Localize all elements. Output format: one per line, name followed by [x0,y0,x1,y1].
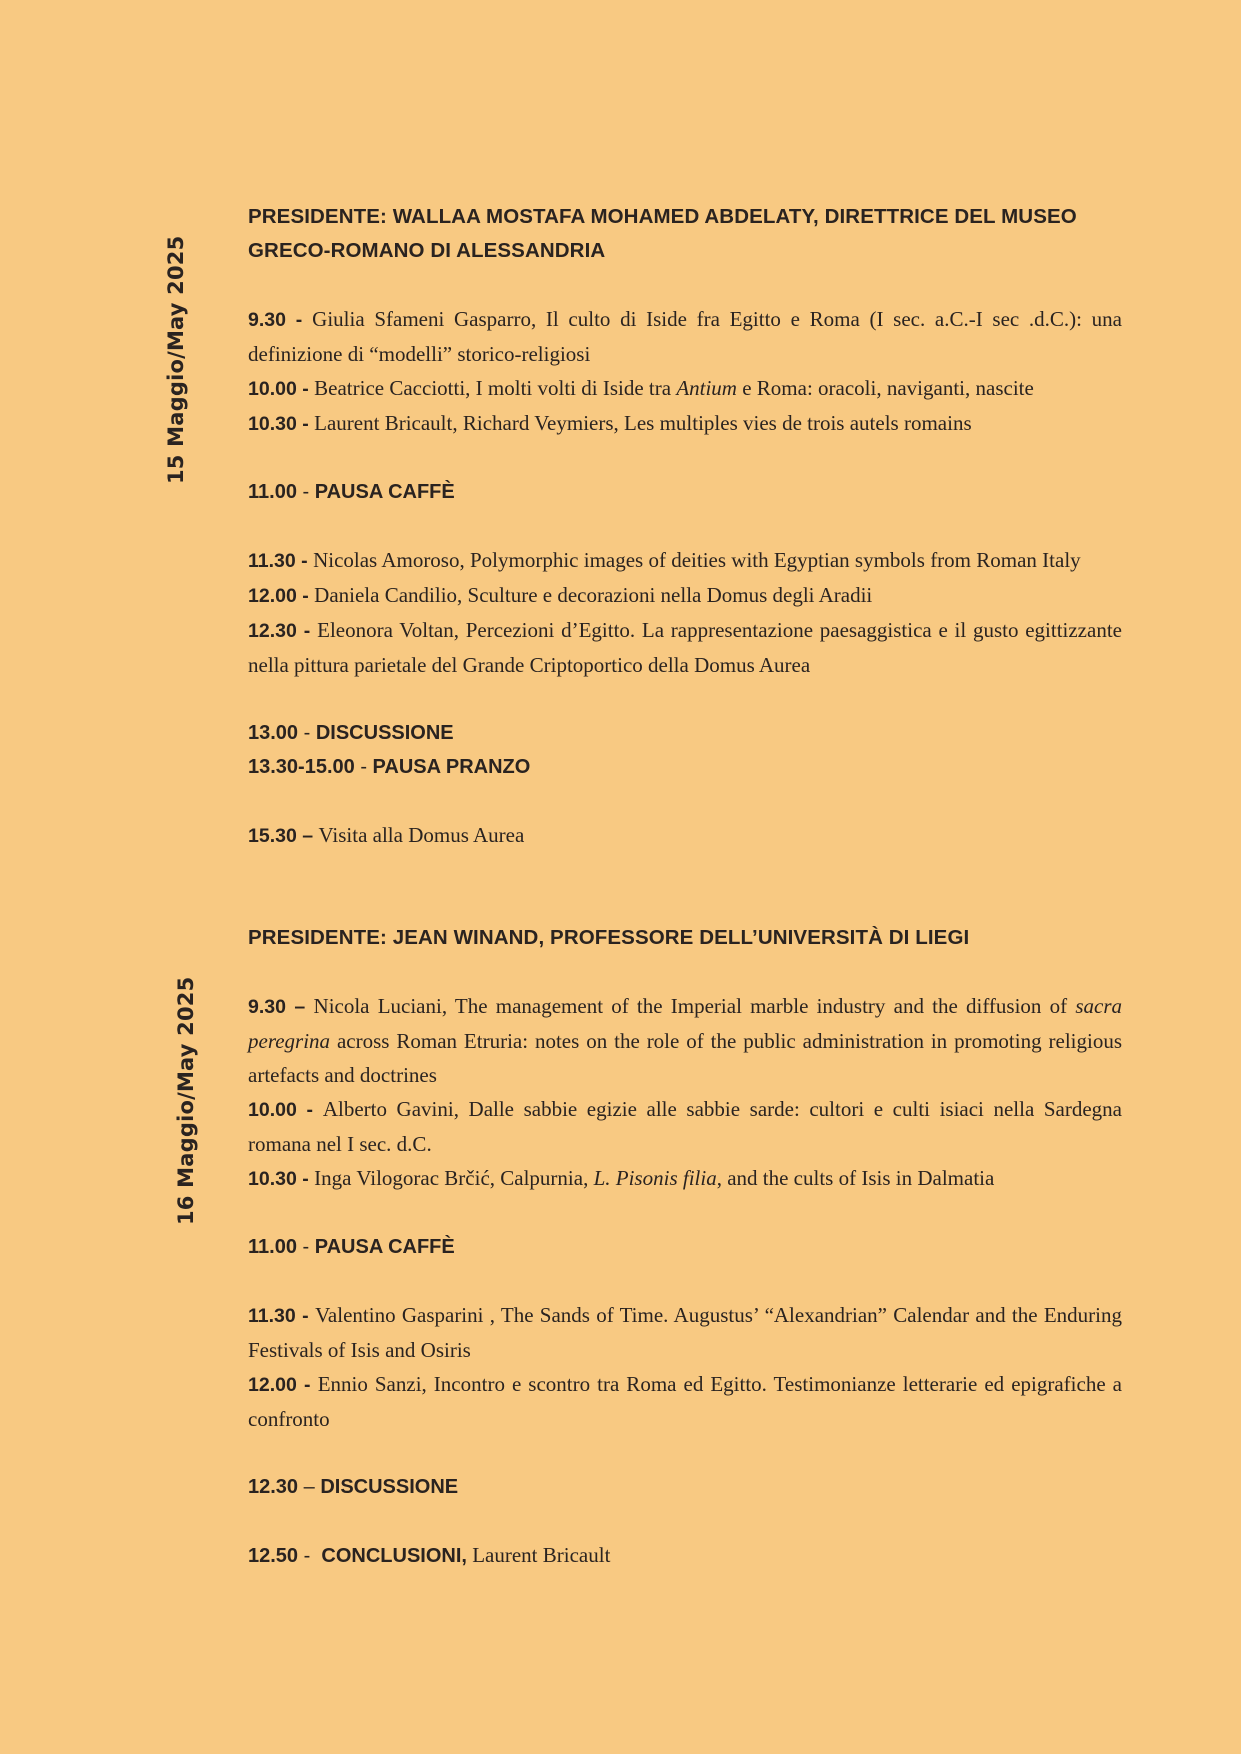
day2-date-label: 16 Maggio/May 2025 [174,976,198,1225]
talk-item: 11.30 - Valentino Gasparini , The Sands of Time. Augustus’ “Alexandrian” Calendar and the Enduring Festivals of Isis and Osiris [248,1303,1122,1362]
discussion: 12.30 – DISCUSSIONE [248,1476,459,1498]
talk-time: 10.00 [248,378,297,400]
talk-time: 10.30 [248,1168,297,1190]
coffee-break: 11.00 - PAUSA CAFFÈ [248,481,455,503]
talk-title: Valentino Gasparini , The Sands of Time. Augustus’ “Alexandrian” Calendar and the Enduring Festivals of Isis and Osiris [248,1303,1122,1362]
talk-item: 12.00 - Daniela Candilio, Sculture e decorazioni nella Domus degli Aradii [248,583,873,607]
talk-item: 10.00 - Beatrice Cacciotti, I molti volti di Iside tra Antium e Roma: oracoli, naviganti, nascite [248,376,1034,400]
talk-time: 12.30 [248,620,297,642]
talk-time: 11.30 [248,1305,296,1327]
day1-chair: PRESIDENTE: WALLAA MOSTAFA MOHAMED ABDELATY, DIRETTRICE DEL MUSEO GRECO-ROMANO DI ALESSANDRIA [248,205,1077,262]
lunch-break: 13.30-15.00 - PAUSA PRANZO [248,756,531,778]
talk-time: 9.30 [248,309,286,331]
conclusion: 12.50 - CONCLUSIONI, Laurent Bricault [248,1543,611,1567]
talk-item: 11.30 - Nicolas Amoroso, Polymorphic images of deities with Egyptian symbols from Roman Italy [248,548,1081,572]
talk-title: Ennio Sanzi, Incontro e scontro tra Roma ed Egitto. Testimonianze letterarie ed epigrafiche a confronto [248,1372,1122,1431]
visit-item: 15.30 – Visita alla Domus Aurea [248,823,525,847]
talk-time: 11.30 [248,550,296,572]
talk-time: 12.00 [248,1374,297,1396]
day2-chair: PRESIDENTE: JEAN WINAND, PROFESSORE DELL’UNIVERSITÀ DI LIEGI [248,926,970,949]
talk-time: 12.00 [248,585,297,607]
talk-item: 12.00 - Ennio Sanzi, Incontro e scontro tra Roma ed Egitto. Testimonianze letterarie ed epigrafiche a confronto [248,1372,1122,1431]
talk-title: Nicolas Amoroso, Polymorphic images of deities with Egyptian symbols from Roman Italy [313,548,1081,572]
talk-time: 9.30 [248,996,286,1018]
talk-item: 9.30 – Nicola Luciani, The management of the Imperial marble industry and the diffusion of sacra peregrina across Roman Etruria: notes on the role of the public administration in promoting religious artefacts and doctrines [248,994,1122,1087]
talk-item: 12.30 - Eleonora Voltan, Percezioni d’Egitto. La rappresentazione paesaggistica e il gusto egittizzante nella pittura parietale del Grande Criptoportico della Domus Aurea [248,618,1122,677]
talk-time: 10.30 [248,413,297,435]
talk-title: Daniela Candilio, Sculture e decorazioni nella Domus degli Aradii [314,583,873,607]
talk-title: Laurent Bricault, Richard Veymiers, Les multiples vies de trois autels romains [314,411,972,435]
day1-date-label: 15 Maggio/May 2025 [164,235,188,484]
programme-content [248,200,1122,1573]
talk-title: Alberto Gavini, Dalle sabbie egizie alle sabbie sarde: cultori e culti isiaci nella Sardegna romana nel I sec. d.C. [248,1097,1122,1156]
discussion: 13.00 - DISCUSSIONE [248,722,454,744]
talk-time: 10.00 [248,1099,297,1121]
talk-title: Giulia Sfameni Gasparro, Il culto di Iside fra Egitto e Roma (I sec. a.C.-I sec .d.C.): una definizione di “modelli” storico-religiosi [248,307,1122,366]
coffee-break: 11.00 - PAUSA CAFFÈ [248,1236,455,1258]
talk-item: 9.30 - Giulia Sfameni Gasparro, Il culto di Iside fra Egitto e Roma (I sec. a.C.-I sec .d.C.): una definizione di “modelli” storico-religiosi [248,307,1122,366]
talk-item: 10.00 - Alberto Gavini, Dalle sabbie egizie alle sabbie sarde: cultori e culti isiaci nella Sardegna romana nel I sec. d.C. [248,1097,1122,1156]
talk-title: Eleonora Voltan, Percezioni d’Egitto. La rappresentazione paesaggistica e il gusto egittizzante nella pittura parietale del Grande Criptoportico della Domus Aurea [248,618,1122,677]
conclusion-speaker: Laurent Bricault [466,1543,611,1567]
talk-item: 10.30 - Inga Vilogorac Brčić, Calpurnia, L. Pisonis filia, and the cults of Isis in Dalmatia [248,1166,995,1190]
talk-item: 10.30 - Laurent Bricault, Richard Veymiers, Les multiples vies de trois autels romains [248,411,972,435]
